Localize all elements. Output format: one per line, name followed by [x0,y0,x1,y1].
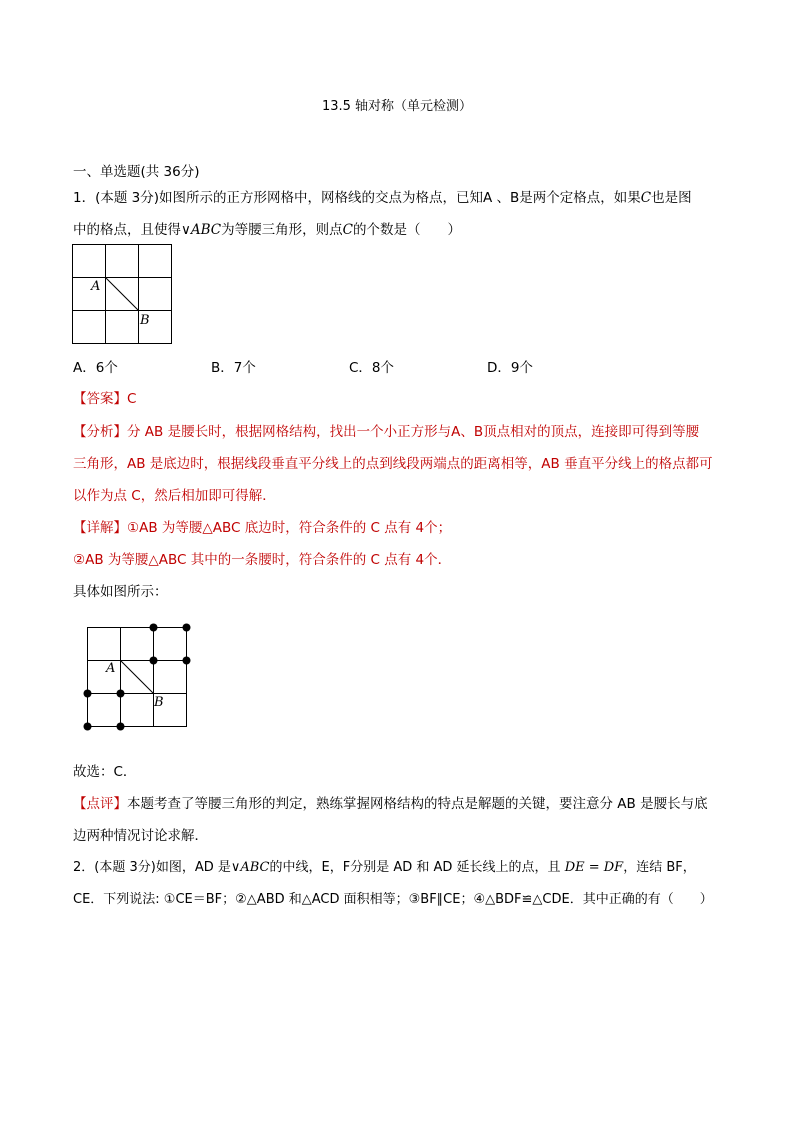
point-c [84,723,92,731]
option-a: A．6个 [73,360,118,376]
point-c [150,657,158,665]
option-d: D．9个 [487,360,533,376]
analysis-line-1: 【分析】分 AB 是腰长时，根据网格结构，找出一个小正方形与A、B顶点相对的顶点，连接即可得到等腰 [73,424,700,440]
choose-line: 故选：C． [73,764,137,780]
q1-line-1: 1．(本题 3分)如图所示的正方形网格中，网格线的交点为格点，已知A 、B是两个定格点，如果C也是图 [73,190,692,206]
answer-line: 【答案】C [73,391,137,407]
q1-grid-figure [72,244,174,346]
q2-line-2: CE．下列说法: ①CE＝BF；②△ABD 和△ACD 面积相等；③BF∥CE；④△BDF≌△CDE．其中正确的有（ ） [73,892,713,907]
label-b: B [154,695,164,710]
option-b: B．7个 [211,360,256,376]
figure-caption: 具体如图所示： [73,584,168,600]
q1-line-2: 中的格点，且使得∨ABC为等腰三角形，则点C的个数是（ ） [73,222,461,238]
detail-line-2: ②AB 为等腰△ABC 其中的一条腰时，符合条件的 C 点有 4个． [73,552,452,568]
analysis-line-2: 三角形，AB 是底边时，根据线段垂直平分线上的点到线段两端点的距离相等，AB 垂直平分线上的格点都可 [73,456,713,472]
page-title: 13.5 轴对称（单元检测） [321,99,473,114]
comment-line-2: 边两种情况讨论求解． [73,828,208,844]
point-c [150,624,158,632]
point-c [84,690,92,698]
analysis-line-3: 以作为点 C，然后相加即可得解． [73,488,276,504]
point-c [117,723,125,731]
point-c [183,657,191,665]
point-c [117,690,125,698]
label-b: B [140,313,150,328]
detail-line-1: 【详解】①AB 为等腰△ABC 底边时，符合条件的 C 点有 4个； [73,520,452,536]
solution-grid-figure [80,620,194,734]
comment-line-1: 【点评】本题考查了等腰三角形的判定，熟练掌握网格结构的特点是解题的关键，要注意分 AB 是腰长与底 [73,796,708,812]
label-a: A [106,661,116,676]
option-c: C．8个 [349,360,395,376]
q2-line-1: 2．(本题 3分)如图，AD 是∨ABC的中线，E，F分别是 AD 和 AD 延长线上的点，且 DE = DF，连结 BF， [73,860,696,875]
label-a: A [91,279,101,294]
point-c [183,624,191,632]
section-heading: 一、单选题(共 36分) [73,164,200,180]
